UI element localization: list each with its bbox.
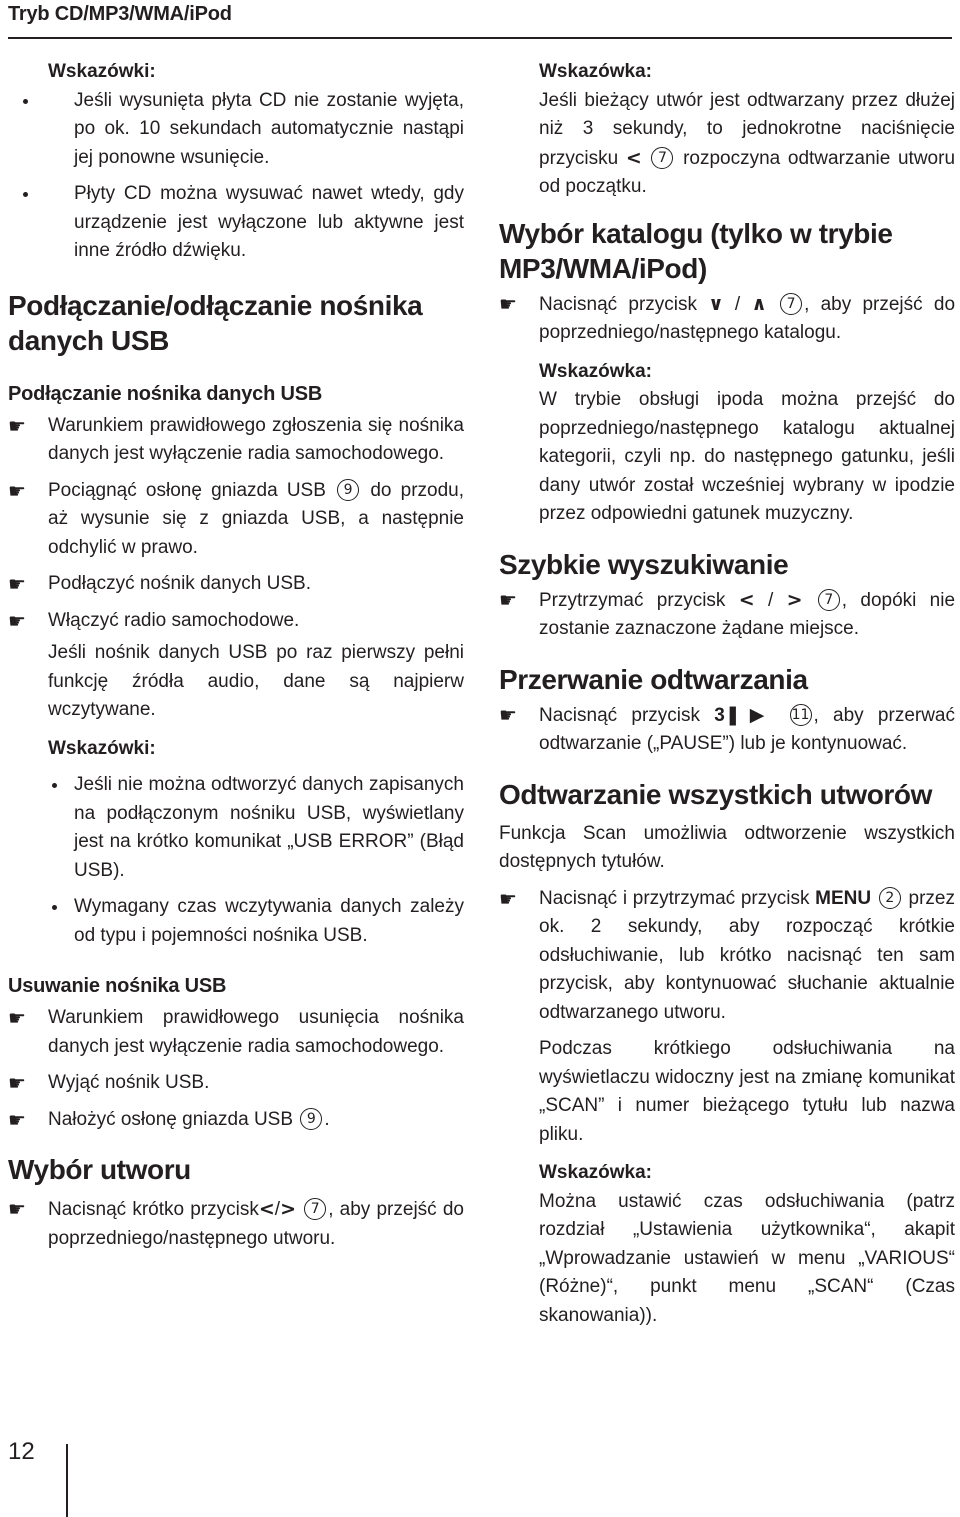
pointing-hand-icon: ☛ (8, 1006, 26, 1030)
pointing-hand-icon: ☛ (499, 291, 517, 316)
circled-number-icon: 11 (790, 704, 812, 726)
footer-divider (66, 1444, 68, 1517)
instruction-step: ☛ Warunkiem prawidłowego zgłoszenia się nośnika danych jest wyłączenie radia samochodowego. (8, 413, 464, 464)
circled-number-icon: 7 (651, 147, 673, 169)
instruction-step: ☛ Wyjąć nośnik USB. (8, 1069, 464, 1098)
circled-number-icon: 7 (818, 589, 840, 611)
note-item: Jeśli nie można odtworzyć danych zapisanych na podłączonym nośniku USB, wyświetlany jest na krótko komunikat „USB ERROR” (Błąd USB). (8, 771, 464, 885)
chevron-down-icon: ∨ (708, 292, 724, 315)
note-heading: Wskazówki: (48, 737, 156, 759)
pointing-hand-icon: ☛ (8, 478, 26, 503)
play-pause-icon: ❚▶ (724, 703, 774, 726)
note-block (499, 58, 955, 202)
instruction-step: ☛ Przytrzymać przycisk < / > 7 , dopóki nie zostanie zaznaczone żądane miejsce. (499, 587, 956, 639)
circled-number-icon: 7 (304, 1198, 326, 1220)
pointing-hand-icon: ☛ (499, 886, 517, 911)
pointing-hand-icon: ☛ (8, 1197, 26, 1221)
pointing-hand-icon: ☛ (8, 413, 26, 438)
section-heading-folder: Wybór katalogu (tylko w trybie MP3/WMA/iPod) (499, 217, 893, 284)
note-text: W trybie obsługi ipoda można przejść do poprzedniego/następnego katalogu aktualnej kategorii, czyli np. do następnego gatunku, jeśli dany utwór został wcześniej wybrany w ipodzie przez odpowiedni gatunek muzyczny. (539, 389, 955, 524)
subheading-connect: Podłączanie nośnika danych USB (8, 382, 323, 405)
note-heading: Wskazówka: (539, 61, 652, 82)
note-heading: Wskazówka: (539, 360, 652, 382)
note-item: Płyty CD można wysuwać nawet wtedy, gdy urządzenie jest wyłączone lub aktywne jest inne źródło dźwięku. (8, 180, 464, 266)
running-header (8, 0, 952, 39)
instruction-step: ☛ Nacisnąć przycisk 3❚▶ 11 , aby przerwać odtwarzanie („PAUSE”) lub je kontynuować. (499, 702, 955, 754)
pointing-hand-icon: ☛ (8, 1107, 26, 1132)
info-paragraph: Podczas krótkiego odsłuchiwania na wyświetlaczu widoczny jest na zmianę komunikat „SCAN” i numer bieżącego tytułu lub nazwa pliku. (539, 1038, 955, 1145)
key-label: 3 (714, 704, 725, 726)
note-text: Można ustawić czas odsłuchiwania (patrz rozdział „Ustawienia użytkownika“, akapit „Wprowadzanie ustawień w menu „VARIOUS“ (Różne)“, punkt menu „SCAN“ (Czas skanowania)). (539, 1190, 955, 1326)
pointing-hand-icon: ☛ (8, 572, 26, 596)
circled-number-icon: 2 (879, 887, 901, 909)
instruction-step: ☛ Nałożyć osłonę gniazda USB 9 . (8, 1106, 464, 1135)
pointing-hand-icon: ☛ (8, 608, 26, 633)
section-heading-all: Odtwarzanie wszystkich utworów (499, 778, 932, 810)
section-heading-usb: Podłączanie/odłączanie nośnika danych USB (8, 289, 423, 356)
left-column (8, 58, 464, 1253)
note-block (499, 1159, 955, 1330)
circled-number-icon: 9 (300, 1108, 322, 1130)
page-number: 12 (8, 1438, 35, 1465)
right-column (499, 58, 955, 1330)
notes-block (8, 58, 464, 87)
instruction-step: ☛ Pociągnąć osłonę gniazda USB 9 do przodu, aż wysunie się z gniazda USB, a następnie odchylić w prawo. (8, 478, 465, 558)
key-label: MENU (815, 887, 872, 909)
subheading-remove: Usuwanie nośnika USB (8, 975, 227, 997)
section-heading-search: Szybkie wyszukiwanie (499, 548, 789, 580)
chevron-right-icon: > (786, 588, 803, 611)
section-title: Tryb CD/MP3/WMA/iPod (8, 3, 232, 25)
chevron-left-icon: < (258, 1198, 275, 1220)
circled-number-icon: 9 (337, 479, 359, 501)
chevron-left-icon: < (625, 146, 642, 169)
note-heading: Wskazówka: (539, 1162, 652, 1183)
instruction-step: ☛ Nacisnąć przycisk ∨ / ∧ 7 , aby przejść do poprzedniego/następnego katalogu. (499, 291, 956, 343)
info-paragraph: Jeśli nośnik danych USB po raz pierwszy pełni funkcję źródła audio, dane są najpierw wczytywane. (48, 642, 464, 720)
instruction-step: ☛ Nacisnąć krótko przycisk</> 7 , aby przejść do poprzedniego/następnego utworu. (8, 1197, 464, 1249)
chevron-right-icon: > (280, 1198, 296, 1220)
intro-paragraph: Funkcja Scan umożliwia odtworzenie wszystkich dostępnych tytułów. (499, 822, 955, 872)
note-item: Wymagany czas wczytywania danych zależy od typu i pojemności nośnika USB. (8, 893, 464, 950)
pointing-hand-icon: ☛ (499, 702, 517, 727)
instruction-step: ☛ Warunkiem prawidłowego usunięcia nośnika danych jest wyłączenie radia samochodowego. (8, 1006, 464, 1057)
instruction-step: ☛ Włączyć radio samochodowe. (8, 607, 464, 636)
instruction-step: ☛ Podłączyć nośnik danych USB. (8, 570, 464, 599)
instruction-step: ☛ Nacisnąć i przytrzymać przycisk MENU 2 przez ok. 2 sekundy, aby rozpocząć krótkie odsłuchiwanie, lub krótko nacisnąć ten sam przycisk, aby kontynuować słuchanie aktualnie odtwarzanego utworu. (499, 886, 955, 1023)
section-heading-pause: Przerwanie odtwarzania (499, 663, 808, 695)
note-block (499, 358, 955, 529)
note-heading: Wskazówki: (48, 61, 156, 82)
chevron-left-icon: < (738, 588, 755, 611)
pointing-hand-icon: ☛ (499, 587, 517, 612)
note-item: Jeśli wysunięta płyta CD nie zostanie wyjęta, po ok. 10 sekundach automatycznie nastąpi jej ponowne wsunięcie. (8, 87, 464, 173)
circled-number-icon: 7 (780, 293, 802, 315)
chevron-up-icon: ∧ (751, 292, 767, 315)
section-heading-track: Wybór utworu (8, 1154, 191, 1185)
note-text: Jeśli bieżący utwór jest odtwarzany przez dłużej niż 3 sekundy, to jednokrotne naciśnięcie przycisku < 7 rozpoczyna odtwarzanie utworu od początku. (539, 89, 956, 197)
pointing-hand-icon: ☛ (8, 1071, 26, 1095)
